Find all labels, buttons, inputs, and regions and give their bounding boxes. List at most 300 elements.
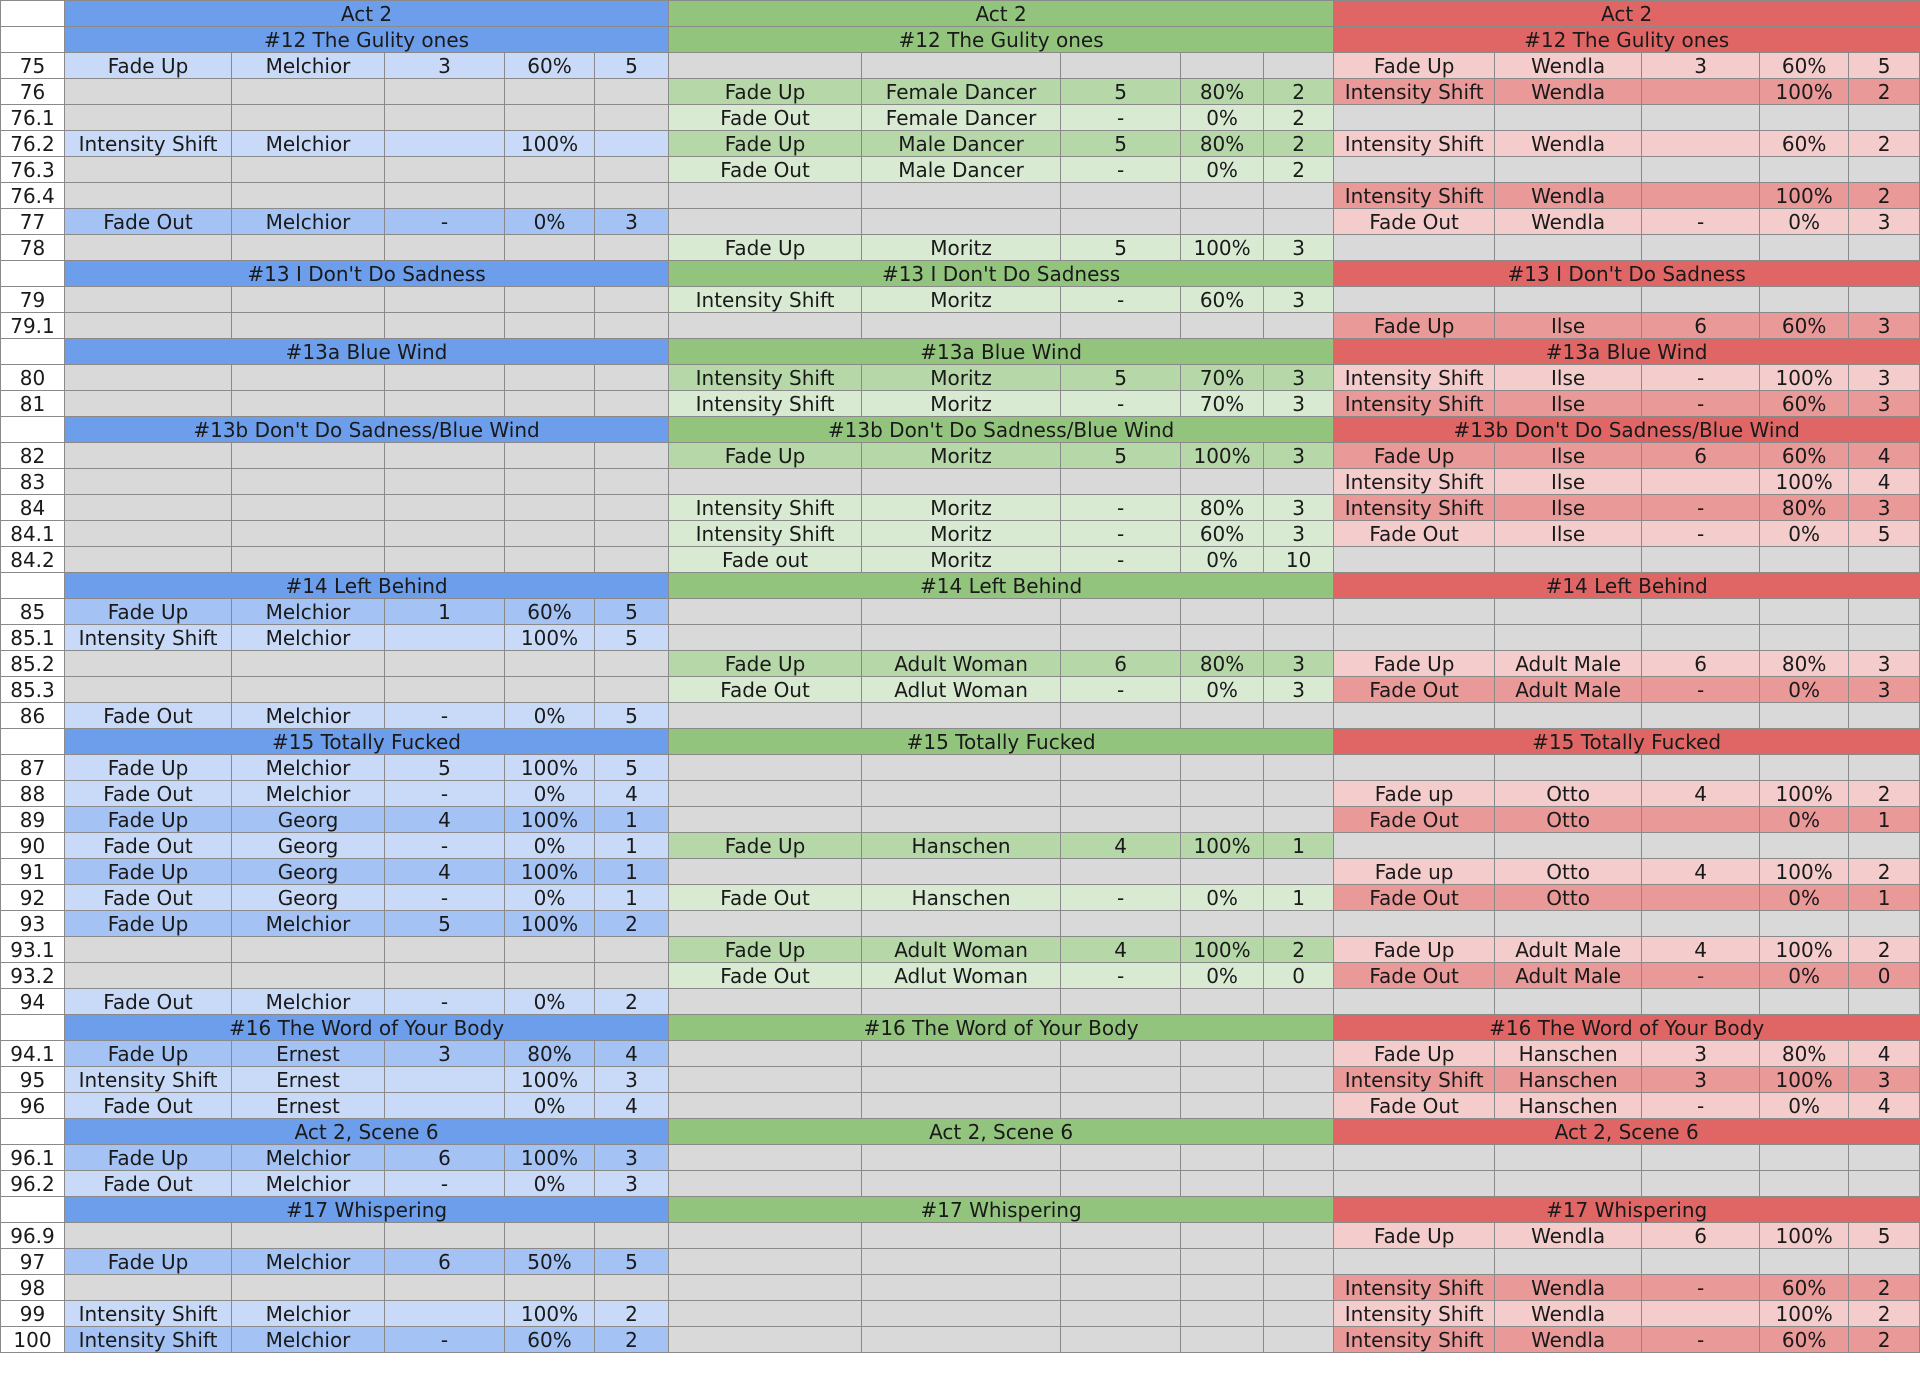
red-cue-type-cell[interactable]: [1334, 833, 1495, 859]
cue-number-cell[interactable]: 77: [1, 209, 65, 235]
green-fade-in-cell[interactable]: [1061, 703, 1181, 729]
green-fade-time-cell[interactable]: [1264, 1327, 1334, 1353]
green-fade-time-cell[interactable]: 3: [1264, 287, 1334, 313]
red-fade-in-cell[interactable]: [1642, 625, 1760, 651]
red-fade-in-cell[interactable]: [1642, 547, 1760, 573]
red-fade-time-cell[interactable]: 5: [1849, 53, 1920, 79]
blue-fade-in-cell[interactable]: [385, 937, 505, 963]
blue-character-cell[interactable]: [232, 183, 385, 209]
red-fade-in-cell[interactable]: [1642, 1145, 1760, 1171]
green-fade-time-cell[interactable]: [1264, 1223, 1334, 1249]
green-character-cell[interactable]: Adlut Woman: [862, 677, 1061, 703]
cue-number-cell[interactable]: 94.1: [1, 1041, 65, 1067]
green-fade-time-cell[interactable]: [1264, 755, 1334, 781]
blue-fade-in-cell[interactable]: [385, 235, 505, 261]
green-fade-in-cell[interactable]: -: [1061, 495, 1181, 521]
blue-fade-time-cell[interactable]: 5: [595, 53, 669, 79]
blue-fade-time-cell[interactable]: 5: [595, 703, 669, 729]
red-fade-in-cell[interactable]: [1642, 287, 1760, 313]
blue-character-cell[interactable]: [232, 313, 385, 339]
blue-fade-time-cell[interactable]: 2: [595, 1301, 669, 1327]
green-fade-in-cell[interactable]: [1061, 1223, 1181, 1249]
cue-number-cell[interactable]: 79.1: [1, 313, 65, 339]
blue-intensity-cell[interactable]: 80%: [505, 1041, 595, 1067]
red-character-cell[interactable]: [1495, 105, 1642, 131]
blue-character-cell[interactable]: [232, 677, 385, 703]
green-fade-in-cell[interactable]: [1061, 1041, 1181, 1067]
red-fade-time-cell[interactable]: 4: [1849, 469, 1920, 495]
blue-fade-time-cell[interactable]: [595, 287, 669, 313]
blue-fade-in-cell[interactable]: 3: [385, 1041, 505, 1067]
red-character-cell[interactable]: Wendla: [1495, 131, 1642, 157]
blue-fade-time-cell[interactable]: [595, 131, 669, 157]
blue-intensity-cell[interactable]: [505, 469, 595, 495]
red-fade-in-cell[interactable]: 6: [1642, 313, 1760, 339]
green-fade-in-cell[interactable]: [1061, 1249, 1181, 1275]
red-character-cell[interactable]: Wendla: [1495, 1223, 1642, 1249]
blue-fade-time-cell[interactable]: 4: [595, 1093, 669, 1119]
green-fade-time-cell[interactable]: [1264, 53, 1334, 79]
red-fade-time-cell[interactable]: [1849, 1171, 1920, 1197]
cue-number-cell[interactable]: 85: [1, 599, 65, 625]
red-intensity-cell[interactable]: 100%: [1760, 1301, 1849, 1327]
red-fade-in-cell[interactable]: 4: [1642, 781, 1760, 807]
blue-character-cell[interactable]: Ernest: [232, 1093, 385, 1119]
blue-cue-type-cell[interactable]: Fade Out: [65, 833, 232, 859]
blue-fade-time-cell[interactable]: [595, 105, 669, 131]
blue-fade-in-cell[interactable]: [385, 963, 505, 989]
blue-character-cell[interactable]: [232, 963, 385, 989]
red-character-cell[interactable]: Wendla: [1495, 53, 1642, 79]
green-cue-type-cell[interactable]: Fade Out: [669, 157, 862, 183]
green-fade-time-cell[interactable]: [1264, 911, 1334, 937]
green-cue-type-cell[interactable]: [669, 1275, 862, 1301]
red-character-cell[interactable]: Hanschen: [1495, 1093, 1642, 1119]
red-cue-type-cell[interactable]: [1334, 625, 1495, 651]
green-cue-type-cell[interactable]: Fade Up: [669, 235, 862, 261]
green-fade-time-cell[interactable]: 3: [1264, 391, 1334, 417]
red-fade-in-cell[interactable]: -: [1642, 391, 1760, 417]
blue-character-cell[interactable]: [232, 1223, 385, 1249]
red-fade-in-cell[interactable]: -: [1642, 521, 1760, 547]
red-intensity-cell[interactable]: [1760, 287, 1849, 313]
green-fade-time-cell[interactable]: [1264, 1275, 1334, 1301]
blue-cue-type-cell[interactable]: [65, 391, 232, 417]
red-cue-type-cell[interactable]: [1334, 989, 1495, 1015]
green-fade-time-cell[interactable]: [1264, 625, 1334, 651]
blue-fade-time-cell[interactable]: 2: [595, 989, 669, 1015]
red-intensity-cell[interactable]: [1760, 625, 1849, 651]
blue-character-cell[interactable]: Melchior: [232, 131, 385, 157]
red-character-cell[interactable]: [1495, 989, 1642, 1015]
blue-intensity-cell[interactable]: [505, 157, 595, 183]
red-intensity-cell[interactable]: 80%: [1760, 1041, 1849, 1067]
blue-character-cell[interactable]: Georg: [232, 833, 385, 859]
blue-section-header[interactable]: Act 2, Scene 6: [65, 1119, 669, 1145]
red-character-cell[interactable]: Ilse: [1495, 469, 1642, 495]
red-intensity-cell[interactable]: 100%: [1760, 937, 1849, 963]
green-cue-type-cell[interactable]: [669, 1171, 862, 1197]
red-fade-time-cell[interactable]: 2: [1849, 1275, 1920, 1301]
red-fade-time-cell[interactable]: [1849, 989, 1920, 1015]
red-fade-time-cell[interactable]: 3: [1849, 391, 1920, 417]
green-character-cell[interactable]: Hanschen: [862, 833, 1061, 859]
red-fade-in-cell[interactable]: -: [1642, 495, 1760, 521]
blue-intensity-cell[interactable]: 60%: [505, 53, 595, 79]
blue-fade-in-cell[interactable]: -: [385, 885, 505, 911]
red-intensity-cell[interactable]: [1760, 1145, 1849, 1171]
red-fade-in-cell[interactable]: [1642, 1301, 1760, 1327]
blue-character-cell[interactable]: [232, 235, 385, 261]
blue-character-cell[interactable]: [232, 469, 385, 495]
cue-number-cell[interactable]: 96.2: [1, 1171, 65, 1197]
red-cue-type-cell[interactable]: Fade Out: [1334, 1093, 1495, 1119]
red-fade-in-cell[interactable]: -: [1642, 209, 1760, 235]
blue-fade-time-cell[interactable]: 5: [595, 1249, 669, 1275]
red-intensity-cell[interactable]: 60%: [1760, 443, 1849, 469]
green-fade-in-cell[interactable]: [1061, 1327, 1181, 1353]
red-character-cell[interactable]: Adult Male: [1495, 651, 1642, 677]
green-character-cell[interactable]: Moritz: [862, 521, 1061, 547]
red-section-header[interactable]: #14 Left Behind: [1334, 573, 1920, 599]
blue-fade-time-cell[interactable]: 4: [595, 1041, 669, 1067]
red-fade-in-cell[interactable]: -: [1642, 1275, 1760, 1301]
red-fade-in-cell[interactable]: 6: [1642, 1223, 1760, 1249]
red-character-cell[interactable]: Wendla: [1495, 1301, 1642, 1327]
red-fade-in-cell[interactable]: [1642, 1249, 1760, 1275]
red-cue-type-cell[interactable]: Intensity Shift: [1334, 1301, 1495, 1327]
blue-intensity-cell[interactable]: [505, 183, 595, 209]
red-cue-type-cell[interactable]: Intensity Shift: [1334, 1275, 1495, 1301]
cue-number-cell[interactable]: [1, 729, 65, 755]
blue-cue-type-cell[interactable]: [65, 313, 232, 339]
green-character-cell[interactable]: Hanschen: [862, 885, 1061, 911]
cue-number-cell[interactable]: 91: [1, 859, 65, 885]
red-section-header[interactable]: Act 2: [1334, 1, 1920, 27]
blue-cue-type-cell[interactable]: [65, 651, 232, 677]
red-fade-time-cell[interactable]: 2: [1849, 1301, 1920, 1327]
blue-cue-type-cell[interactable]: Fade Up: [65, 755, 232, 781]
blue-character-cell[interactable]: [232, 1275, 385, 1301]
green-intensity-cell[interactable]: 0%: [1181, 547, 1264, 573]
blue-intensity-cell[interactable]: [505, 1275, 595, 1301]
blue-fade-time-cell[interactable]: [595, 365, 669, 391]
blue-fade-time-cell[interactable]: 1: [595, 833, 669, 859]
cue-number-cell[interactable]: 86: [1, 703, 65, 729]
red-fade-time-cell[interactable]: [1849, 703, 1920, 729]
blue-fade-time-cell[interactable]: 5: [595, 755, 669, 781]
green-character-cell[interactable]: [862, 1301, 1061, 1327]
blue-character-cell[interactable]: Melchior: [232, 1301, 385, 1327]
green-fade-in-cell[interactable]: [1061, 1275, 1181, 1301]
red-fade-in-cell[interactable]: [1642, 157, 1760, 183]
red-intensity-cell[interactable]: [1760, 1171, 1849, 1197]
red-cue-type-cell[interactable]: [1334, 547, 1495, 573]
blue-cue-type-cell[interactable]: Fade Out: [65, 1093, 232, 1119]
green-cue-type-cell[interactable]: Fade Up: [669, 443, 862, 469]
red-fade-time-cell[interactable]: 2: [1849, 1327, 1920, 1353]
red-intensity-cell[interactable]: 60%: [1760, 391, 1849, 417]
green-cue-type-cell[interactable]: Fade Up: [669, 131, 862, 157]
green-fade-time-cell[interactable]: 3: [1264, 521, 1334, 547]
green-intensity-cell[interactable]: 0%: [1181, 885, 1264, 911]
blue-character-cell[interactable]: [232, 937, 385, 963]
green-character-cell[interactable]: Female Dancer: [862, 79, 1061, 105]
blue-section-header[interactable]: #12 The Gulity ones: [65, 27, 669, 53]
green-character-cell[interactable]: [862, 1249, 1061, 1275]
blue-cue-type-cell[interactable]: Fade Up: [65, 1249, 232, 1275]
cue-number-cell[interactable]: 83: [1, 469, 65, 495]
cue-number-cell[interactable]: 82: [1, 443, 65, 469]
red-character-cell[interactable]: Adult Male: [1495, 677, 1642, 703]
blue-character-cell[interactable]: Georg: [232, 807, 385, 833]
red-cue-type-cell[interactable]: Intensity Shift: [1334, 1067, 1495, 1093]
green-fade-time-cell[interactable]: [1264, 469, 1334, 495]
red-intensity-cell[interactable]: [1760, 1249, 1849, 1275]
green-intensity-cell[interactable]: 100%: [1181, 937, 1264, 963]
red-intensity-cell[interactable]: [1760, 157, 1849, 183]
blue-character-cell[interactable]: [232, 495, 385, 521]
blue-fade-in-cell[interactable]: [385, 183, 505, 209]
cue-number-cell[interactable]: 93.1: [1, 937, 65, 963]
red-intensity-cell[interactable]: [1760, 989, 1849, 1015]
green-character-cell[interactable]: [862, 469, 1061, 495]
green-intensity-cell[interactable]: [1181, 1223, 1264, 1249]
red-section-header[interactable]: #12 The Gulity ones: [1334, 27, 1920, 53]
blue-fade-time-cell[interactable]: 1: [595, 859, 669, 885]
red-cue-type-cell[interactable]: [1334, 1249, 1495, 1275]
green-section-header[interactable]: #12 The Gulity ones: [669, 27, 1334, 53]
green-fade-time-cell[interactable]: 3: [1264, 651, 1334, 677]
red-cue-type-cell[interactable]: [1334, 287, 1495, 313]
green-intensity-cell[interactable]: [1181, 183, 1264, 209]
red-character-cell[interactable]: Adult Male: [1495, 937, 1642, 963]
blue-cue-type-cell[interactable]: Fade Up: [65, 1145, 232, 1171]
green-intensity-cell[interactable]: [1181, 1041, 1264, 1067]
blue-intensity-cell[interactable]: [505, 313, 595, 339]
blue-cue-type-cell[interactable]: Fade Out: [65, 209, 232, 235]
green-character-cell[interactable]: Moritz: [862, 495, 1061, 521]
green-intensity-cell[interactable]: [1181, 1067, 1264, 1093]
blue-cue-type-cell[interactable]: Fade Out: [65, 989, 232, 1015]
red-fade-in-cell[interactable]: [1642, 105, 1760, 131]
blue-fade-in-cell[interactable]: [385, 1301, 505, 1327]
red-intensity-cell[interactable]: 100%: [1760, 1223, 1849, 1249]
blue-fade-in-cell[interactable]: 6: [385, 1249, 505, 1275]
red-fade-time-cell[interactable]: 4: [1849, 443, 1920, 469]
green-fade-time-cell[interactable]: 10: [1264, 547, 1334, 573]
blue-fade-in-cell[interactable]: [385, 105, 505, 131]
red-character-cell[interactable]: [1495, 755, 1642, 781]
green-fade-in-cell[interactable]: [1061, 209, 1181, 235]
red-fade-in-cell[interactable]: [1642, 183, 1760, 209]
blue-fade-in-cell[interactable]: 4: [385, 859, 505, 885]
blue-character-cell[interactable]: [232, 287, 385, 313]
red-cue-type-cell[interactable]: Fade Out: [1334, 209, 1495, 235]
green-fade-time-cell[interactable]: 3: [1264, 495, 1334, 521]
red-intensity-cell[interactable]: 100%: [1760, 365, 1849, 391]
green-cue-type-cell[interactable]: [669, 469, 862, 495]
green-fade-in-cell[interactable]: 5: [1061, 79, 1181, 105]
green-fade-time-cell[interactable]: 3: [1264, 443, 1334, 469]
blue-fade-time-cell[interactable]: [595, 157, 669, 183]
blue-fade-time-cell[interactable]: [595, 391, 669, 417]
cue-number-cell[interactable]: [1, 573, 65, 599]
green-intensity-cell[interactable]: 100%: [1181, 833, 1264, 859]
blue-fade-time-cell[interactable]: [595, 495, 669, 521]
blue-intensity-cell[interactable]: [505, 547, 595, 573]
cue-number-cell[interactable]: 96.9: [1, 1223, 65, 1249]
blue-intensity-cell[interactable]: 60%: [505, 599, 595, 625]
red-fade-in-cell[interactable]: -: [1642, 365, 1760, 391]
cue-number-cell[interactable]: 75: [1, 53, 65, 79]
red-character-cell[interactable]: [1495, 625, 1642, 651]
red-character-cell[interactable]: [1495, 1249, 1642, 1275]
green-fade-time-cell[interactable]: 2: [1264, 937, 1334, 963]
blue-fade-time-cell[interactable]: [595, 469, 669, 495]
blue-cue-type-cell[interactable]: [65, 677, 232, 703]
green-intensity-cell[interactable]: 70%: [1181, 391, 1264, 417]
red-section-header[interactable]: #13b Don't Do Sadness/Blue Wind: [1334, 417, 1920, 443]
green-character-cell[interactable]: Moritz: [862, 391, 1061, 417]
blue-cue-type-cell[interactable]: [65, 547, 232, 573]
green-cue-type-cell[interactable]: [669, 1301, 862, 1327]
red-intensity-cell[interactable]: 60%: [1760, 53, 1849, 79]
red-character-cell[interactable]: Ilse: [1495, 443, 1642, 469]
blue-character-cell[interactable]: Melchior: [232, 1327, 385, 1353]
red-cue-type-cell[interactable]: Intensity Shift: [1334, 183, 1495, 209]
blue-cue-type-cell[interactable]: [65, 1275, 232, 1301]
blue-intensity-cell[interactable]: [505, 495, 595, 521]
green-fade-time-cell[interactable]: 1: [1264, 833, 1334, 859]
red-fade-in-cell[interactable]: [1642, 599, 1760, 625]
green-fade-time-cell[interactable]: [1264, 807, 1334, 833]
green-cue-type-cell[interactable]: [669, 1145, 862, 1171]
blue-character-cell[interactable]: Melchior: [232, 625, 385, 651]
blue-fade-time-cell[interactable]: [595, 521, 669, 547]
red-fade-in-cell[interactable]: [1642, 885, 1760, 911]
blue-character-cell[interactable]: Georg: [232, 885, 385, 911]
red-fade-in-cell[interactable]: [1642, 911, 1760, 937]
green-intensity-cell[interactable]: [1181, 53, 1264, 79]
red-cue-type-cell[interactable]: Intensity Shift: [1334, 1327, 1495, 1353]
blue-cue-type-cell[interactable]: [65, 495, 232, 521]
blue-fade-in-cell[interactable]: -: [385, 209, 505, 235]
green-cue-type-cell[interactable]: Intensity Shift: [669, 287, 862, 313]
green-character-cell[interactable]: Male Dancer: [862, 131, 1061, 157]
blue-intensity-cell[interactable]: [505, 235, 595, 261]
green-section-header[interactable]: #13a Blue Wind: [669, 339, 1334, 365]
green-intensity-cell[interactable]: [1181, 313, 1264, 339]
green-character-cell[interactable]: [862, 781, 1061, 807]
red-character-cell[interactable]: Otto: [1495, 807, 1642, 833]
red-fade-time-cell[interactable]: [1849, 287, 1920, 313]
green-intensity-cell[interactable]: 80%: [1181, 495, 1264, 521]
red-fade-time-cell[interactable]: [1849, 157, 1920, 183]
green-fade-in-cell[interactable]: 5: [1061, 443, 1181, 469]
blue-intensity-cell[interactable]: 60%: [505, 1327, 595, 1353]
red-intensity-cell[interactable]: 60%: [1760, 1327, 1849, 1353]
cue-number-cell[interactable]: 76.3: [1, 157, 65, 183]
green-fade-time-cell[interactable]: [1264, 1145, 1334, 1171]
green-cue-type-cell[interactable]: Intensity Shift: [669, 365, 862, 391]
blue-cue-type-cell[interactable]: [65, 443, 232, 469]
red-cue-type-cell[interactable]: Fade Out: [1334, 885, 1495, 911]
red-intensity-cell[interactable]: [1760, 599, 1849, 625]
green-character-cell[interactable]: [862, 911, 1061, 937]
red-fade-in-cell[interactable]: [1642, 235, 1760, 261]
red-fade-in-cell[interactable]: -: [1642, 1327, 1760, 1353]
blue-fade-in-cell[interactable]: [385, 287, 505, 313]
red-fade-time-cell[interactable]: 0: [1849, 963, 1920, 989]
blue-intensity-cell[interactable]: [505, 651, 595, 677]
green-intensity-cell[interactable]: [1181, 781, 1264, 807]
red-cue-type-cell[interactable]: Fade Out: [1334, 963, 1495, 989]
red-cue-type-cell[interactable]: Fade Up: [1334, 937, 1495, 963]
blue-cue-type-cell[interactable]: Fade Out: [65, 1171, 232, 1197]
green-character-cell[interactable]: [862, 989, 1061, 1015]
green-intensity-cell[interactable]: 80%: [1181, 79, 1264, 105]
blue-fade-in-cell[interactable]: [385, 365, 505, 391]
green-character-cell[interactable]: [862, 807, 1061, 833]
red-character-cell[interactable]: Ilse: [1495, 313, 1642, 339]
red-intensity-cell[interactable]: 60%: [1760, 1275, 1849, 1301]
red-intensity-cell[interactable]: [1760, 105, 1849, 131]
blue-section-header[interactable]: #17 Whispering: [65, 1197, 669, 1223]
green-cue-type-cell[interactable]: [669, 1093, 862, 1119]
green-fade-in-cell[interactable]: [1061, 183, 1181, 209]
blue-intensity-cell[interactable]: [505, 391, 595, 417]
red-fade-time-cell[interactable]: 4: [1849, 1093, 1920, 1119]
blue-character-cell[interactable]: Melchior: [232, 53, 385, 79]
blue-character-cell[interactable]: [232, 443, 385, 469]
green-cue-type-cell[interactable]: [669, 703, 862, 729]
blue-fade-in-cell[interactable]: [385, 1223, 505, 1249]
red-fade-in-cell[interactable]: 6: [1642, 651, 1760, 677]
blue-intensity-cell[interactable]: 0%: [505, 989, 595, 1015]
red-character-cell[interactable]: Wendla: [1495, 1275, 1642, 1301]
green-intensity-cell[interactable]: 80%: [1181, 131, 1264, 157]
blue-fade-time-cell[interactable]: [595, 235, 669, 261]
blue-fade-in-cell[interactable]: 5: [385, 755, 505, 781]
red-intensity-cell[interactable]: 0%: [1760, 209, 1849, 235]
cue-number-cell[interactable]: [1, 339, 65, 365]
blue-intensity-cell[interactable]: 0%: [505, 1171, 595, 1197]
green-fade-in-cell[interactable]: [1061, 859, 1181, 885]
red-fade-in-cell[interactable]: [1642, 807, 1760, 833]
blue-intensity-cell[interactable]: [505, 287, 595, 313]
green-character-cell[interactable]: [862, 183, 1061, 209]
blue-cue-type-cell[interactable]: Intensity Shift: [65, 1327, 232, 1353]
green-fade-in-cell[interactable]: [1061, 599, 1181, 625]
red-fade-time-cell[interactable]: [1849, 625, 1920, 651]
red-fade-in-cell[interactable]: [1642, 833, 1760, 859]
red-section-header[interactable]: #16 The Word of Your Body: [1334, 1015, 1920, 1041]
red-fade-time-cell[interactable]: [1849, 833, 1920, 859]
red-character-cell[interactable]: Wendla: [1495, 183, 1642, 209]
red-cue-type-cell[interactable]: [1334, 703, 1495, 729]
blue-fade-in-cell[interactable]: [385, 1093, 505, 1119]
blue-intensity-cell[interactable]: 100%: [505, 1067, 595, 1093]
red-fade-time-cell[interactable]: 3: [1849, 209, 1920, 235]
red-fade-in-cell[interactable]: 3: [1642, 1067, 1760, 1093]
cue-number-cell[interactable]: 85.2: [1, 651, 65, 677]
red-fade-time-cell[interactable]: 3: [1849, 651, 1920, 677]
red-character-cell[interactable]: Otto: [1495, 859, 1642, 885]
green-fade-in-cell[interactable]: [1061, 911, 1181, 937]
blue-fade-in-cell[interactable]: [385, 443, 505, 469]
green-fade-in-cell[interactable]: [1061, 1093, 1181, 1119]
